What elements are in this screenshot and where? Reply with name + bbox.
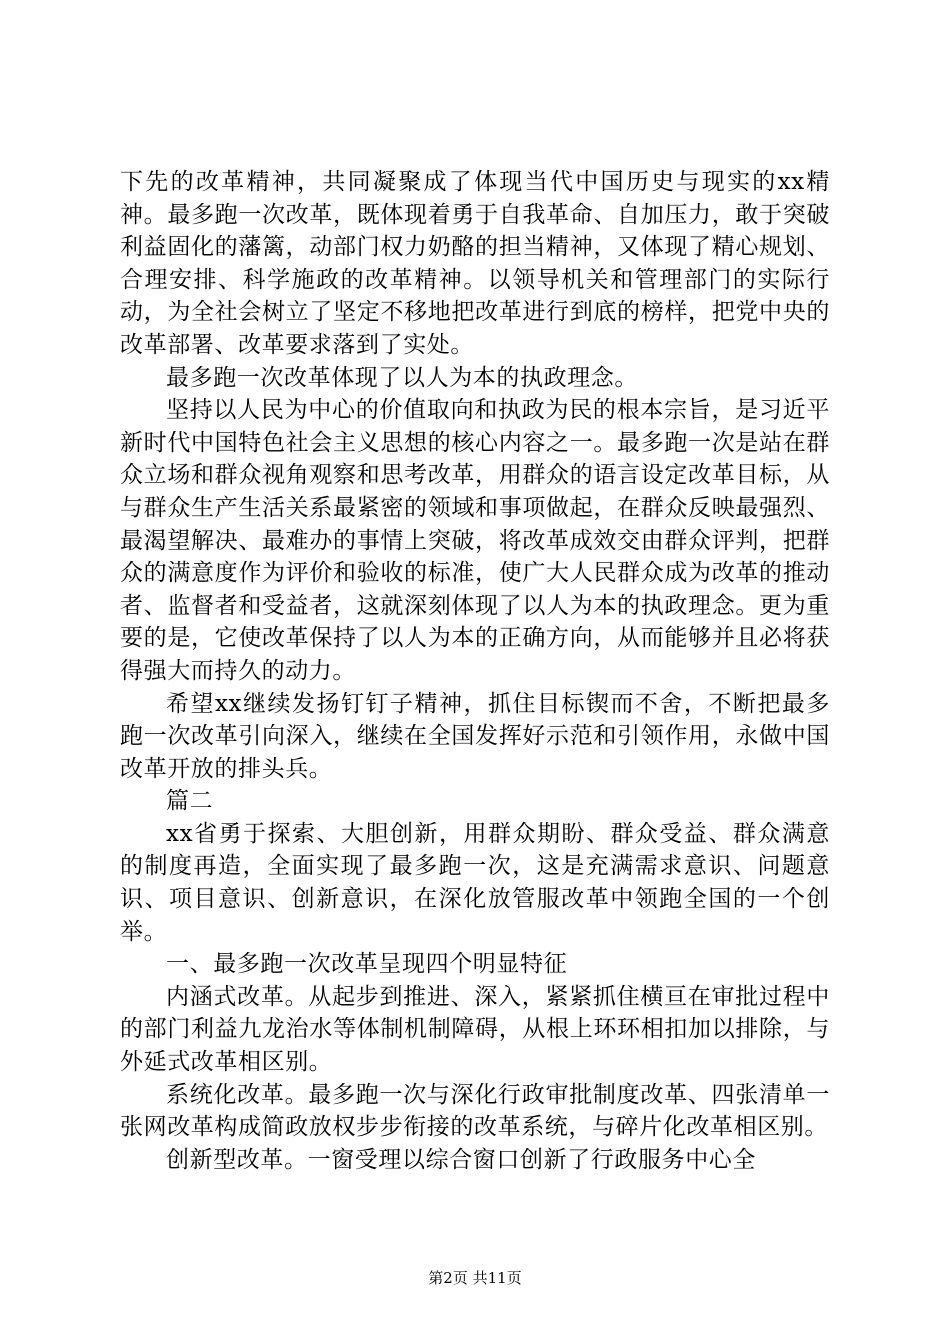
- paragraph: 下先的改革精神，共同凝聚成了体现当代中国历史与现实的xx精神。最多跑一次改革，既体现着勇于自我革命、自加压力，敢于突破利益固化的藩篱，动部门权力奶酪的担当精神，又体现了精心规划、合理安排、科学施政的改革精神。以领导机关和管理部门的实际行动，为全社会树立了坚定不移地把改革进行到底的榜样，把党中央的改革部署、改革要求落到了实处。: [120, 169, 830, 358]
- paragraph: 最多跑一次改革体现了以人为本的执政理念。: [166, 364, 638, 391]
- paragraph: 一、最多跑一次改革呈现四个明显特征: [166, 951, 568, 978]
- document-body: [120, 166, 830, 1176]
- paragraph: xx省勇于探索、大胆创新，用群众期盼、群众受益、群众满意的制度再造，全面实现了最多跑一次，这是充满需求意识、问题意识、项目意识、创新意识，在深化放管服改革中领跑全国的一个创举。: [120, 820, 830, 945]
- paragraph: 内涵式改革。从起步到推进、深入，紧紧抓住横亘在审批过程中的部门利益九龙治水等体制机制障碍，从根上环环相扣加以排除，与外延式改革相区别。: [120, 983, 830, 1076]
- paragraph: 系统化改革。最多跑一次与深化行政审批制度改革、四张清单一张网改革构成简政放权步步衔接的改革系统，与碎片化改革相区别。: [120, 1081, 830, 1141]
- paragraph: 希望xx继续发扬钉钉子精神，抓住目标锲而不舍，不断把最多跑一次改革引向深入，继续在全国发挥好示范和引领作用，永做中国改革开放的排头兵。: [120, 690, 830, 782]
- page-footer: 第2页 共11页: [428, 1269, 522, 1287]
- paragraph: 坚持以人民为中心的价值取向和执政为民的根本宗旨，是习近平新时代中国特色社会主义思想的核心内容之一。最多跑一次是站在群众立场和群众视角观察和思考改革，用群众的语言设定改革目标，从与群众生产生活关系最紧密的领域和事项做起，在群众反映最强烈、最渴望解决、最难办的事情上突破，将改革成效交由群众评判，把群众的满意度作为评价和验收的标准，使广大人民群众成为改革的推动者、监督者和受益者，这就深刻体现了以人为本的执政理念。更为重要的是，它使改革保持了以人为本的正确方向，从而能够并且必将获得强大而持久的动力。: [120, 397, 830, 684]
- paragraph: 篇二: [166, 788, 214, 815]
- paragraph: 创新型改革。一窗受理以综合窗口创新了行政服务中心全: [166, 1146, 756, 1173]
